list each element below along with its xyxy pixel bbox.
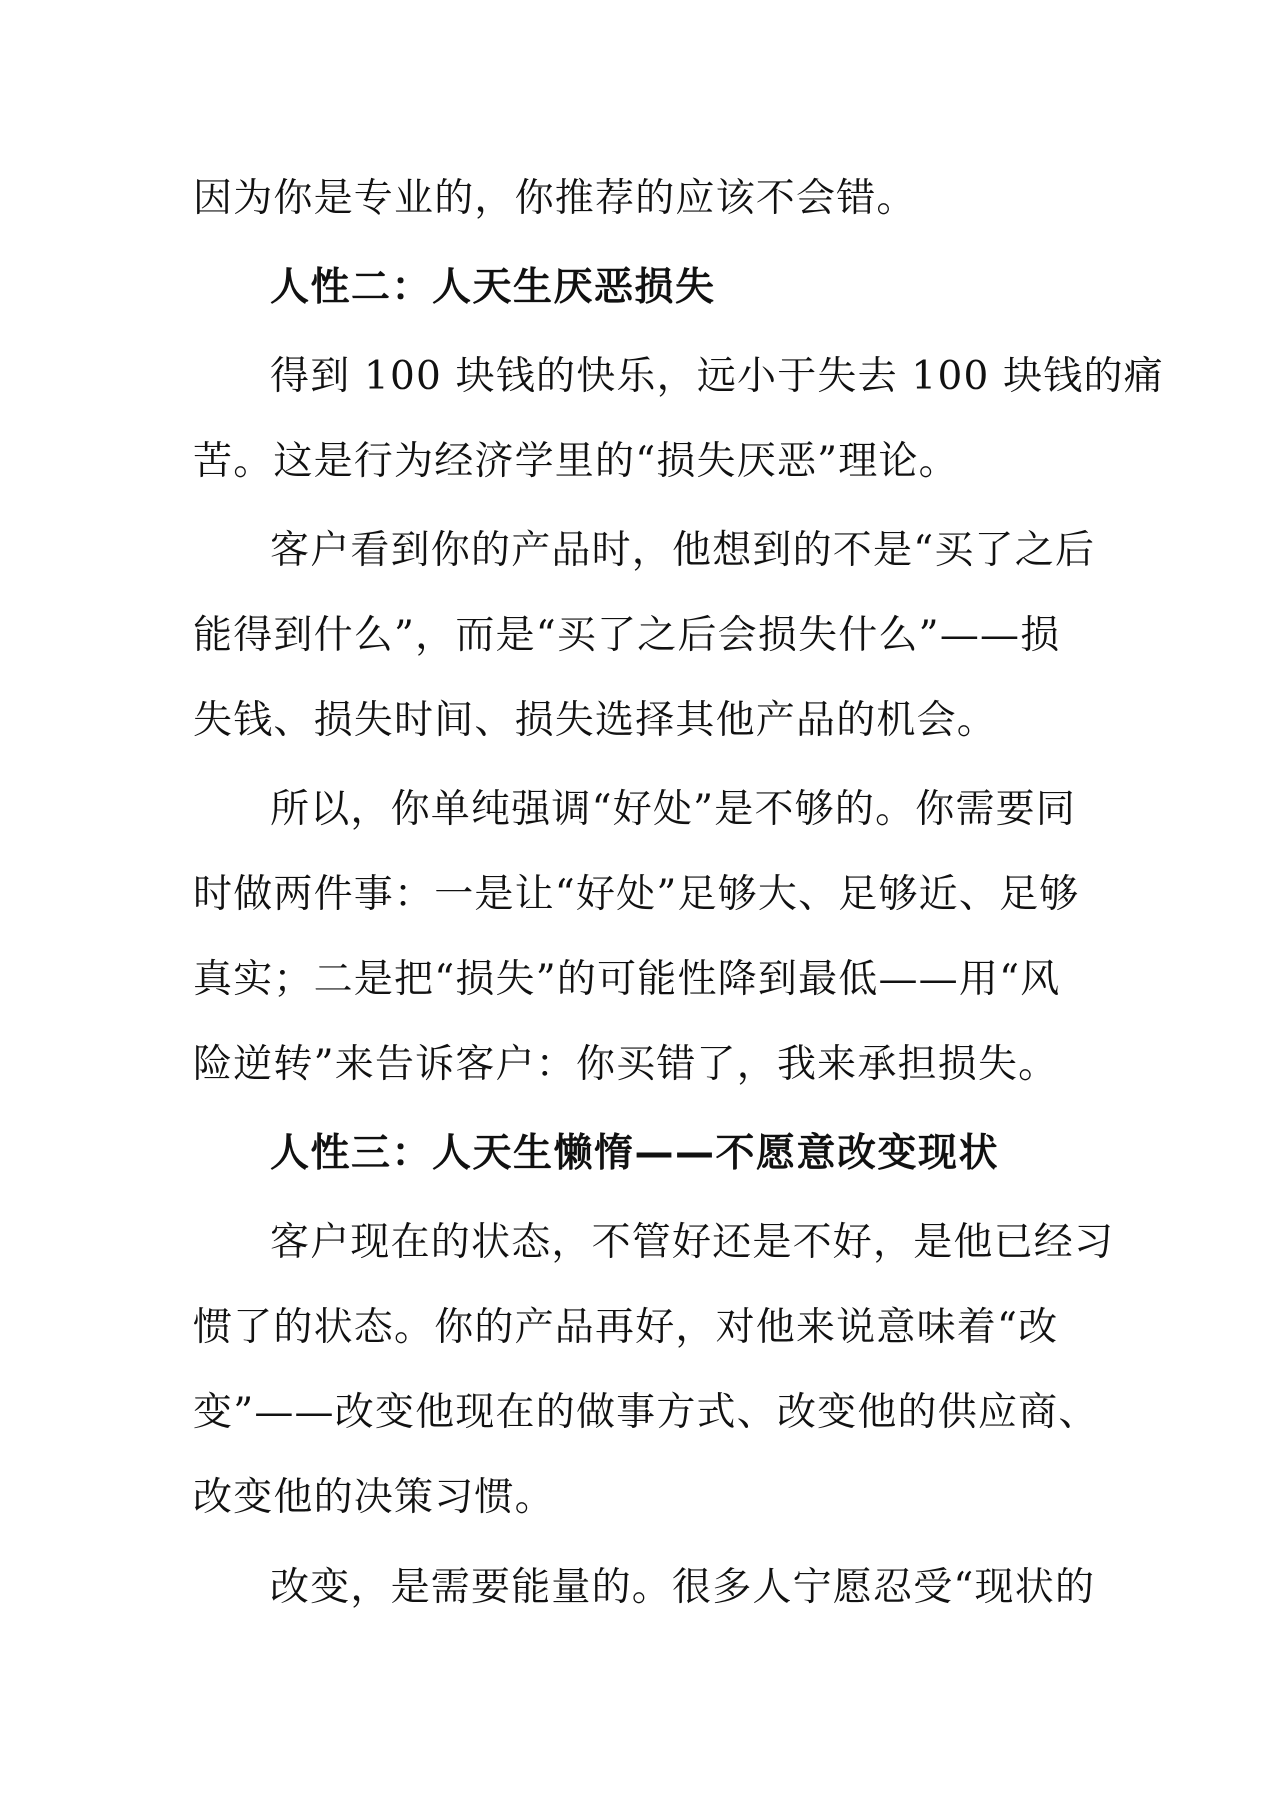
paragraph-line: 得到 100 块钱的快乐，远小于失去 100 块钱的痛 bbox=[270, 354, 1164, 399]
paragraph-line: 苦。这是行为经济学里的“损失厌恶”理论。 bbox=[193, 439, 959, 484]
paragraph-line: 险逆转”来告诉客户：你买错了，我来承担损失。 bbox=[193, 1042, 1059, 1087]
paragraph-line: 能得到什么”，而是“买了之后会损失什么”——损 bbox=[193, 613, 1061, 658]
paragraph-line: 改变他的决策习惯。 bbox=[193, 1475, 555, 1520]
paragraph-line: 变”——改变他现在的做事方式、改变他的供应商、 bbox=[193, 1390, 1099, 1435]
paragraph-line: 因为你是专业的，你推荐的应该不会错。 bbox=[193, 176, 917, 221]
section-heading: 人性二：人天生厌恶损失 bbox=[270, 265, 716, 310]
paragraph-line: 时做两件事：一是让“好处”足够大、足够近、足够 bbox=[193, 872, 1080, 917]
paragraph-line: 客户现在的状态，不管好还是不好，是他已经习 bbox=[270, 1220, 1115, 1265]
paragraph-line: 所以，你单纯强调“好处”是不够的。你需要同 bbox=[270, 787, 1077, 832]
paragraph-line: 惯了的状态。你的产品再好，对他来说意味着“改 bbox=[193, 1305, 1059, 1350]
paragraph-line: 客户看到你的产品时，他想到的不是“买了之后 bbox=[270, 528, 1096, 573]
paragraph-line: 失钱、损失时间、损失选择其他产品的机会。 bbox=[193, 698, 998, 743]
section-heading: 人性三：人天生懒惰——不愿意改变现状 bbox=[270, 1131, 1000, 1176]
paragraph-line: 真实；二是把“损失”的可能性降到最低——用“风 bbox=[193, 957, 1061, 1002]
paragraph-line: 改变，是需要能量的。很多人宁愿忍受“现状的 bbox=[270, 1565, 1096, 1610]
